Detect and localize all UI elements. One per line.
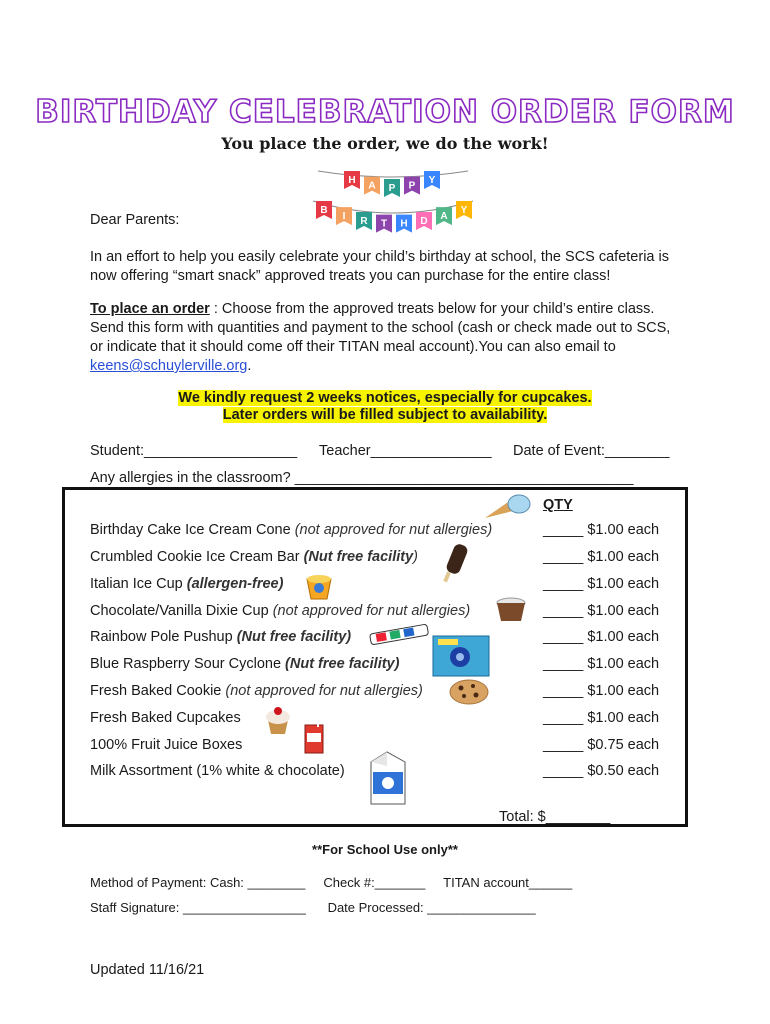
teacher-field[interactable]: Teacher_______________ (319, 443, 492, 459)
order-item-10 (90, 763, 345, 779)
order-item-3 (90, 576, 283, 592)
order-item-6 (90, 656, 399, 672)
staff-signature-line[interactable]: Staff Signature: _________________ Date Processed: _______________ (90, 900, 536, 915)
item-note: (Nut free facility) (236, 629, 352, 645)
item-note: (Nut free facility (303, 549, 414, 565)
banner-letter: D (420, 215, 428, 227)
banner-letter: A (368, 180, 376, 192)
item-qty-price[interactable]: _____ $1.00 each (543, 522, 660, 538)
banner-letter: Y (428, 175, 436, 186)
banner-letter: B (320, 205, 328, 216)
instructions-text: : Choose from the approved treats below for your child’s entire class. Send this form with quantities and payment to the school (cash or check made out to SCS, or indicate that it should come off their TITAN meal account).You can also email to (90, 301, 671, 355)
total-field[interactable]: Total: $________ (499, 809, 611, 825)
item-qty-price[interactable]: _____ $0.50 each (543, 763, 660, 779)
item-qty-price[interactable]: _____ $1.00 each (543, 710, 660, 726)
banner-letter: T (380, 218, 388, 230)
instructions-paragraph (90, 300, 680, 376)
item-name: Fresh Baked Cupcakes (90, 710, 241, 726)
order-item-1 (90, 522, 492, 538)
item-name: Blue Raspberry Sour Cyclone (90, 656, 286, 672)
item-note-end: ) (413, 549, 418, 565)
banner-letter: H (400, 218, 408, 230)
intro-paragraph: In an effort to help you easily celebrate your child’s birthday at school, the SCS cafeteria is now offering “smart snack” approved treats you can purchase for the entire class! (90, 249, 669, 284)
order-item-5 (90, 629, 351, 645)
notice-2-text: Later orders will be filled subject to availability. (222, 407, 548, 423)
banner-letter: H (348, 175, 356, 186)
instructions-end: . (247, 358, 252, 374)
allergies-field[interactable]: Any allergies in the classroom? __________________________________________ (90, 470, 634, 486)
milk-carton-icon (367, 748, 409, 806)
item-note: (allergen-free) (186, 576, 284, 592)
notice-1-text: We kindly request 2 weeks notices, especially for cupcakes. (178, 390, 592, 406)
banner-letter: A (440, 211, 448, 223)
item-note: (not approved for nut allergies) (272, 603, 471, 619)
cupcake-icon (262, 702, 294, 736)
student-field[interactable]: Student:___________________ (90, 443, 298, 459)
order-item-4 (90, 603, 470, 619)
school-use-heading: **For School Use only** (312, 842, 458, 857)
birthday-banner-image (308, 163, 478, 233)
pushup-pop-icon (368, 623, 432, 647)
ice-cream-cone-icon (483, 492, 531, 522)
item-qty-price[interactable]: _____ $1.00 each (543, 549, 660, 565)
payment-method-line[interactable]: Method of Payment: Cash: ________ Check #:_______ TITAN account______ (90, 875, 573, 890)
event-date-field[interactable]: Date of Event:________ (513, 443, 670, 459)
item-note: (Nut free facility) (285, 656, 400, 672)
item-qty-price[interactable]: _____ $1.00 each (543, 603, 660, 619)
updated-date: Updated 11/16/21 (90, 962, 205, 978)
banner-letter: P (388, 183, 396, 194)
item-name: Fresh Baked Cookie (90, 683, 226, 699)
italian-ice-cup-icon (303, 571, 335, 601)
form-subtitle: You place the order, we do the work! (221, 134, 549, 153)
item-name: Rainbow Pole Pushup (90, 629, 237, 645)
notice-line-2 (0, 406, 770, 425)
order-item-7 (90, 683, 423, 699)
form-title: BIRTHDAY CELEBRATION ORDER FORM (35, 94, 735, 130)
banner-letter: Y (460, 205, 468, 216)
item-qty-price[interactable]: _____ $0.75 each (543, 737, 660, 753)
dixie-cup-icon (494, 595, 528, 625)
banner-letter: P (408, 180, 416, 192)
item-note: (not approved for nut allergies) (294, 522, 493, 538)
order-item-9 (90, 737, 242, 753)
item-name: 100% Fruit Juice Boxes (90, 737, 243, 753)
sour-cyclone-icon (432, 635, 490, 677)
item-qty-price[interactable]: _____ $1.00 each (543, 656, 660, 672)
banner-letter: R (360, 215, 368, 227)
juice-box-icon (303, 721, 325, 755)
order-item-8 (90, 710, 241, 726)
item-qty-price[interactable]: _____ $1.00 each (543, 683, 660, 699)
item-qty-price[interactable]: _____ $1.00 each (543, 629, 660, 645)
qty-header: QTY (543, 497, 573, 513)
item-name: Milk Assortment (1% white & chocolate) (90, 763, 345, 779)
item-note: (not approved for nut allergies) (225, 683, 423, 699)
item-name: Italian Ice Cup (90, 576, 187, 592)
email-link[interactable]: keens@schuylerville.org (90, 358, 248, 374)
greeting: Dear Parents: (90, 212, 180, 228)
cookie-icon (448, 678, 490, 706)
item-name: Crumbled Cookie Ice Cream Bar (90, 549, 304, 565)
item-name: Chocolate/Vanilla Dixie Cup (90, 603, 273, 619)
banner-letter: I (342, 211, 346, 223)
instructions-label: To place an order (90, 301, 210, 317)
order-item-2 (90, 549, 418, 565)
item-name: Birthday Cake Ice Cream Cone (90, 522, 295, 538)
ice-cream-bar-icon (440, 542, 478, 584)
item-qty-price[interactable]: _____ $1.00 each (543, 576, 660, 592)
